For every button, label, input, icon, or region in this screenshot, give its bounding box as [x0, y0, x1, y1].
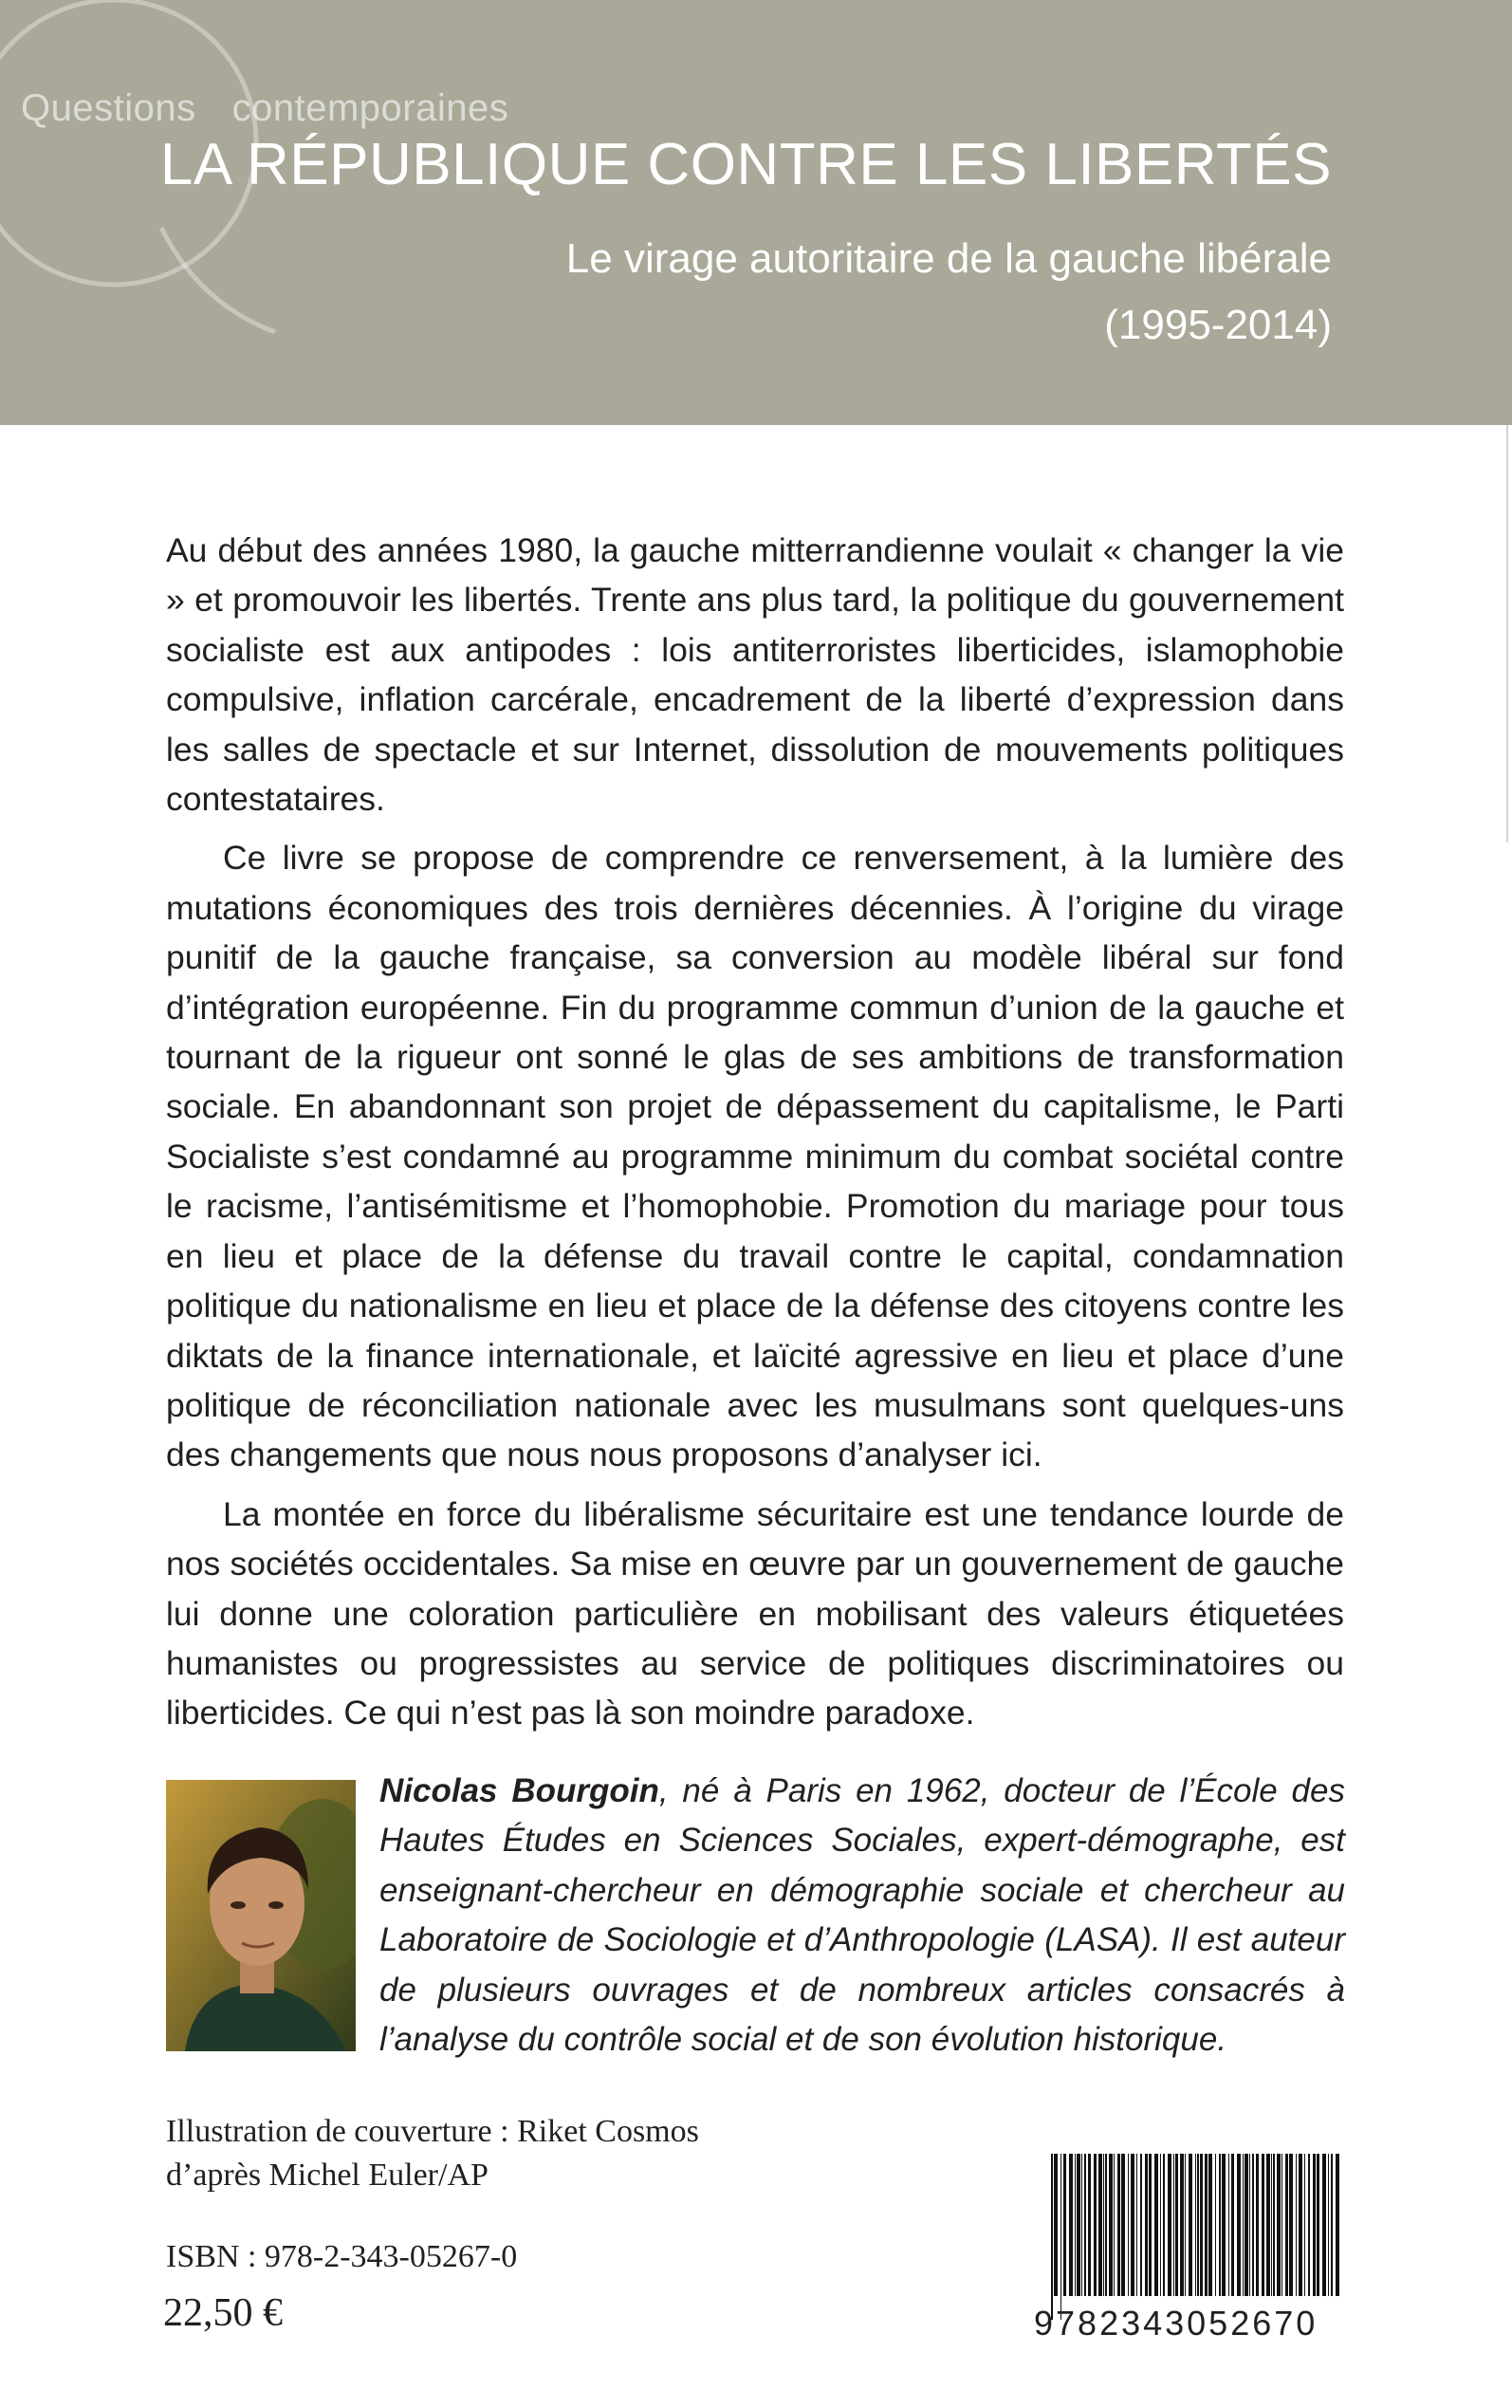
barcode-bar — [1285, 2154, 1288, 2296]
barcode-bar — [1128, 2154, 1129, 2296]
barcode-bar — [1249, 2154, 1250, 2296]
barcode-bar — [1237, 2154, 1241, 2296]
price: 22,50 € — [163, 2291, 283, 2335]
barcode-bar — [1160, 2154, 1161, 2296]
barcode-bar — [1063, 2154, 1066, 2296]
barcode-bar — [1109, 2154, 1113, 2296]
barcode-bar — [1231, 2154, 1234, 2296]
cover-header — [0, 0, 1512, 425]
paragraph-3: La montée en force du libéralisme sécuritaire est une tendance lourde de nos sociétés occidentales. Sa mise en œuvre par un gouvernement de gauche lui donne une coloration particulière en mobilisant des valeurs étiquetées humanistes ou progressistes au service de politiques discriminatoires ou liberticides. Ce qui n’est pas là son moindre paradoxe. — [166, 1494, 1344, 1732]
barcode-bar — [1098, 2154, 1102, 2296]
author-name: Nicolas Bourgoin — [379, 1772, 659, 1809]
author-bio — [379, 1767, 1345, 2065]
barcode-bar — [1084, 2154, 1086, 2296]
barcode-bar — [1163, 2154, 1165, 2296]
barcode-bar — [1256, 2154, 1259, 2296]
barcode-bar — [1117, 2154, 1120, 2296]
barcode-bar — [1273, 2154, 1275, 2296]
barcode-bar — [1296, 2154, 1297, 2296]
barcode-bar — [1168, 2154, 1171, 2296]
barcode-bar — [1215, 2154, 1216, 2296]
barcode-bar — [1271, 2154, 1272, 2296]
barcode-bar — [1304, 2154, 1305, 2296]
barcode-bar — [1197, 2154, 1199, 2296]
barcode-bar — [1328, 2154, 1329, 2296]
barcode-bar — [1277, 2154, 1281, 2296]
barcode-bar — [1054, 2154, 1058, 2296]
credit-line-2: d’après Michel Euler/AP — [166, 2158, 489, 2193]
barcode-number: 9782343052670 — [1034, 2304, 1318, 2343]
barcode-bar — [1075, 2154, 1076, 2296]
barcode-bar — [1077, 2154, 1080, 2296]
book-subtitle — [566, 226, 1332, 359]
author-photo — [166, 1780, 356, 2051]
barcode-bar — [1336, 2154, 1339, 2296]
barcode-bar — [1219, 2154, 1221, 2296]
barcode-bar — [1175, 2154, 1178, 2296]
author-bio-text: , né à Paris en 1962, docteur de l’École des Hautes Études en Sciences Sociales, expert-démographe, est enseignant-chercheur en démographie sociale et chercheur au Laboratoire de Sociologie et d’Anthropologie (LASA). Il est auteur de plusieurs ouvrages et de nombreux articles consacrés à l’analyse du contrôle social et de son évolution historique. — [379, 1772, 1345, 2059]
cover-credit — [166, 2110, 699, 2197]
subtitle-line-2: (1995-2014) — [1104, 302, 1332, 348]
barcode-bar — [1222, 2154, 1226, 2296]
barcode-bar — [1140, 2154, 1142, 2296]
barcode-bar — [1313, 2154, 1316, 2296]
series-name — [21, 87, 508, 130]
barcode-bar — [1180, 2154, 1184, 2296]
paragraph-1: Au début des années 1980, la gauche mitterrandienne voulait « changer la vie » et promouvoir les libertés. Trente ans plus tard, la politique du gouvernement socialiste est aux antipodes : lois antiterroristes liberticides, islamophobie compulsive, inflation carcérale, encadrement de la liberté d’expression dans les salles de spectacle et sur Internet, dissolution de mouvements politiques contestataires. — [166, 531, 1344, 819]
barcode-bar — [1145, 2154, 1148, 2296]
barcode-bar — [1331, 2154, 1333, 2296]
series-word-2: contemporaines — [231, 87, 509, 129]
barcode-bar — [1103, 2154, 1104, 2296]
barcode-bar — [1208, 2154, 1212, 2296]
credit-line-1: Illustration de couverture : Riket Cosmos — [166, 2114, 699, 2149]
barcode-bar — [1069, 2154, 1073, 2296]
barcode-bar — [1205, 2154, 1208, 2296]
barcode-bar — [1131, 2154, 1134, 2296]
series-word-1: Questions — [21, 87, 196, 129]
back-cover-text — [166, 526, 1344, 1738]
barcode-bar — [1299, 2154, 1302, 2296]
barcode-bar — [1245, 2154, 1248, 2296]
barcode-bar — [1149, 2154, 1152, 2296]
barcode-bar — [1051, 2154, 1053, 2320]
subtitle-line-1: Le virage autoritaire de la gauche libérale — [565, 235, 1332, 282]
barcode-bar — [1060, 2154, 1061, 2320]
barcode-bar — [1228, 2154, 1229, 2296]
barcode-bar — [1243, 2154, 1244, 2296]
barcode-bar — [1136, 2154, 1137, 2296]
barcode-bar — [1317, 2154, 1319, 2296]
barcode-bar — [1081, 2154, 1082, 2296]
barcode-bar — [1266, 2154, 1270, 2296]
paragraph-2: Ce livre se propose de comprendre ce renversement, à la lumière des mutations économiques des trois dernières décennies. À l’origine du virage punitif de la gauche française, sa conversion au modèle libéral sur fond d’intégration européenne. Fin du programme commun d’union de la gauche et tournant de la rigueur ont sonné le glas de ses ambitions de transformation sociale. En abandonnant son projet de dépassement du capitalisme, le Parti Socialiste s’est condamné au programme minimum du combat sociétal contre le racisme, l’antisémitisme et l’homophobie. Promotion du mariage pour tous en lieu et place de la défense du travail contre le capital, condamnation politique du nationalisme en lieu et place de la défense des citoyens contre les diktats de la finance internationale, et laïcité agressive en lieu et place d’une politique de réconciliation nationale avec les musulmans sont quelques-uns des changements que nous nous proposons d’analyser ici. — [166, 839, 1344, 1474]
isbn: ISBN : 978-2-343-05267-0 — [166, 2239, 518, 2274]
barcode-bar — [1114, 2154, 1115, 2296]
barcode-bar — [1088, 2154, 1091, 2296]
barcode-bar — [1252, 2154, 1254, 2296]
barcode-bar — [1195, 2154, 1196, 2296]
barcode-bar — [1289, 2154, 1293, 2296]
barcode-bar — [1154, 2154, 1158, 2296]
barcode-bar — [1121, 2154, 1125, 2296]
book-title: LA RÉPUBLIQUE CONTRE LES LIBERTÉS — [159, 132, 1332, 197]
barcode-bar — [1185, 2154, 1186, 2296]
barcode-bar — [1308, 2154, 1310, 2296]
barcode-bar — [1173, 2154, 1174, 2296]
barcode-bar — [1262, 2154, 1264, 2296]
barcode-bar — [1200, 2154, 1203, 2296]
barcode-bar — [1105, 2154, 1107, 2296]
page-edge-line — [1506, 425, 1508, 843]
barcode-bar — [1189, 2154, 1192, 2296]
barcode-bar — [1322, 2154, 1326, 2296]
barcode-bar — [1094, 2154, 1097, 2296]
